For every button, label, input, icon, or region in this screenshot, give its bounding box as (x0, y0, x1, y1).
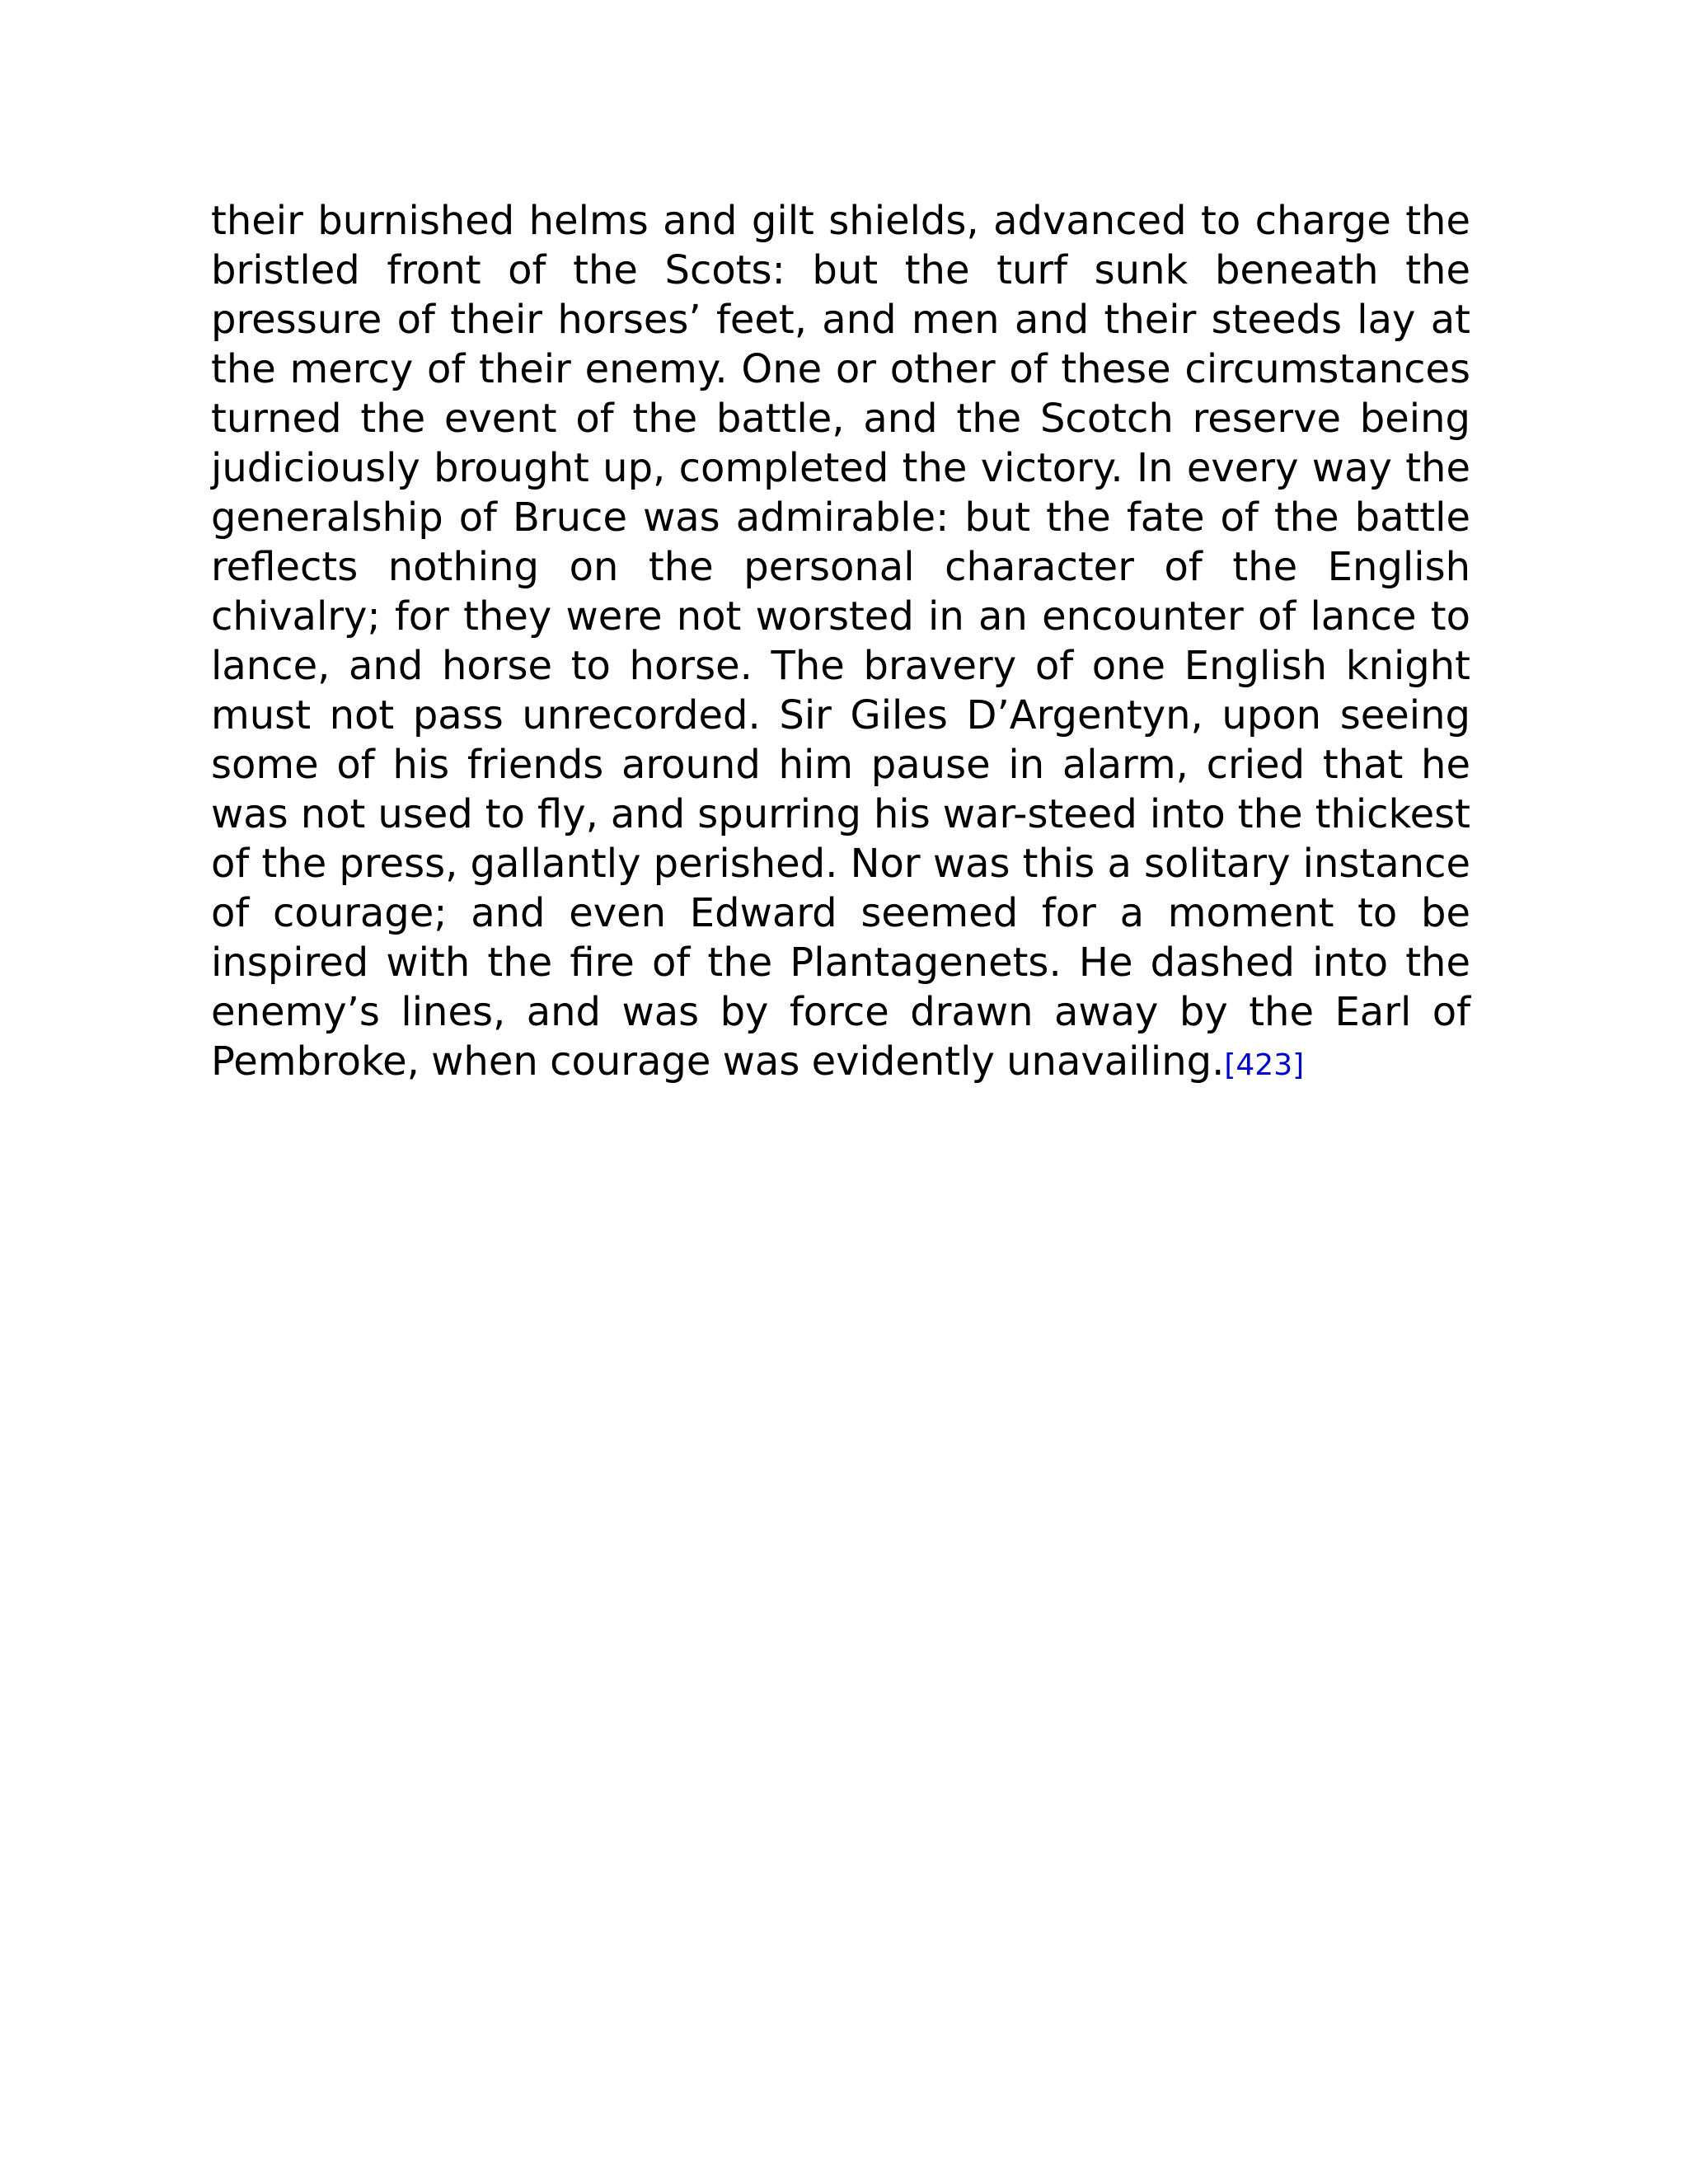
paragraph-text: their burnished helms and gilt shields, advanced to charge the bristled front of the Scots: but the turf sunk beneath the pressure of their horses’ feet, and men and their steeds lay at the mercy of their enemy. One or other of these circumstances turned the event of the battle, and the Scotch reserve being judiciously brought up, completed the victory. In every way the generalship of Bruce was admirable: but the fate of the battle reflects nothing on the personal character of the English chivalry; for they were not worsted in an encounter of lance to lance, and horse to horse. The bravery of one English knight must not pass unrecorded. Sir Giles D’Argentyn, upon seeing some of his friends around him pause in alarm, cried that he was not used to fly, and spurring his war-steed into the thickest of the press, gallantly perished. Nor was this a solitary instance of courage; and even Edward seemed for a moment to be inspired with the fire of the Plantagenets. He dashed into the enemy’s lines, and was by force drawn away by the Earl of Pembroke, when courage was evidently unavailing. (211, 198, 1470, 1085)
body-paragraph (211, 196, 1470, 1090)
footnote-link[interactable]: [423] (1224, 1048, 1305, 1082)
